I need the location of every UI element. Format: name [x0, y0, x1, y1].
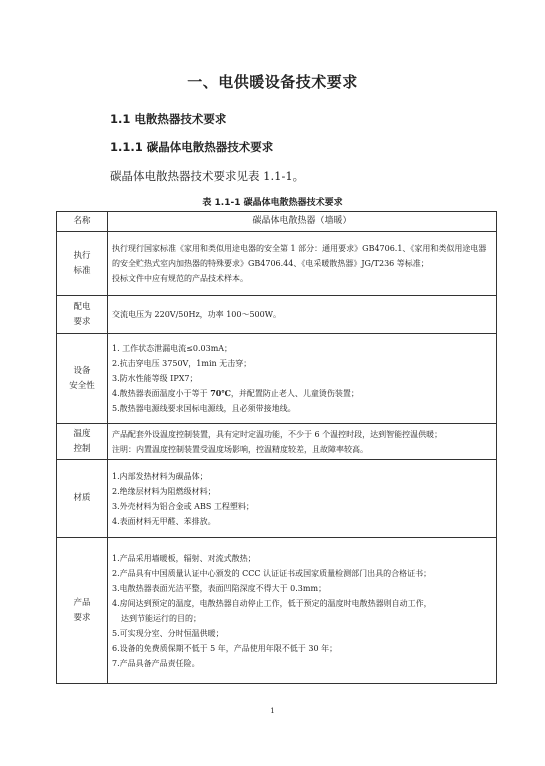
- table-row-safety: [57, 334, 497, 424]
- table-row-standard: [57, 232, 497, 296]
- row-name-standard: 执行 标准: [57, 232, 108, 296]
- page-title: 一、电供暖设备技术要求: [187, 73, 358, 91]
- section-heading: 1.1 电散热器技术要求: [110, 112, 227, 126]
- header-name-cell: 名称: [57, 212, 108, 232]
- header-value-cell: 碳晶体电散热器（墙暖）: [108, 212, 497, 232]
- intro-paragraph: 碳晶体电散热器技术要求见表 1.1-1。: [110, 169, 305, 183]
- row-name-temperature: 温度 控制: [57, 424, 108, 460]
- row-value-power: 交流电压为 220V/50Hz，功率 100～500W。: [108, 296, 497, 334]
- table-caption: 表 1.1-1 碳晶体电散热器技术要求: [202, 198, 343, 208]
- table-row-product: [57, 538, 497, 684]
- spec-table: [56, 211, 497, 684]
- row-name-material: 材质: [57, 460, 108, 538]
- subsection-heading: 1.1.1 碳晶体电散热器技术要求: [110, 140, 274, 154]
- table-row-material: [57, 460, 497, 538]
- row-value-temperature: 产品配套外设温度控制装置，具有定时定温功能，不少于 6 个温控时段，达到智能控温供暖； 注明：内置温度控制装置受温度场影响，控温精度较差，且故障率较高。: [108, 424, 497, 460]
- row-name-power: 配电 要求: [57, 296, 108, 334]
- row-value-material: 1.内部发热材料为碳晶体； 2.绝缘层材料为阻燃级材料； 3.外壳材料为铝合金或 ABS 工程塑料； 4.表面材料无甲醛、苯排放。: [108, 460, 497, 538]
- table-row-temperature: [57, 424, 497, 460]
- row-value-safety: 1. 工作状态泄漏电流≤0.03mA； 2.抗击穿电压 3750V，1min 无击穿； 3.防水性能等级 IPX7； 4.散热器表面温度小于等于 70℃，并配置防止老人、儿童烫伤装置； 5.散热器电源线要求国标电源线，且必须带接地线。: [108, 334, 497, 424]
- row-name-product: 产品 要求: [57, 538, 108, 684]
- row-value-product: 1.产品采用墙暖板，辐射、对流式散热； 2.产品具有中国质量认证中心颁发的 CCC 认证证书或国家质量检测部门出具的合格证书； 3.电散热器表面光洁平整，表面凹陷深度不得大于 0.3mm； 4.房间达到预定的温度，电散热器自动停止工作，低于预定的温度时电散热器则自动工作， 达到节能运行的目的； 5.可实现分室、分时恒温供暖； 6.设备的免费质保期不低于 5 年，产品使用年限不低于 30 年； 7.产品具备产品责任险。: [108, 538, 497, 684]
- page-number: 1: [270, 707, 275, 715]
- table-header-row: [57, 212, 497, 232]
- row-name-safety: 设备 安全性: [57, 334, 108, 424]
- table-row-power: [57, 296, 497, 334]
- row-value-standard: 执行现行国家标准《家用和类似用途电器的安全第 1 部分：通用要求》GB4706.1、《家用和类似用途电器的安全贮热式室内加热器的特殊要求》GB4706.44、《电采暖散热器》JG/T236 等标准； 投标文件中应有规范的产品技术样本。: [108, 232, 497, 296]
